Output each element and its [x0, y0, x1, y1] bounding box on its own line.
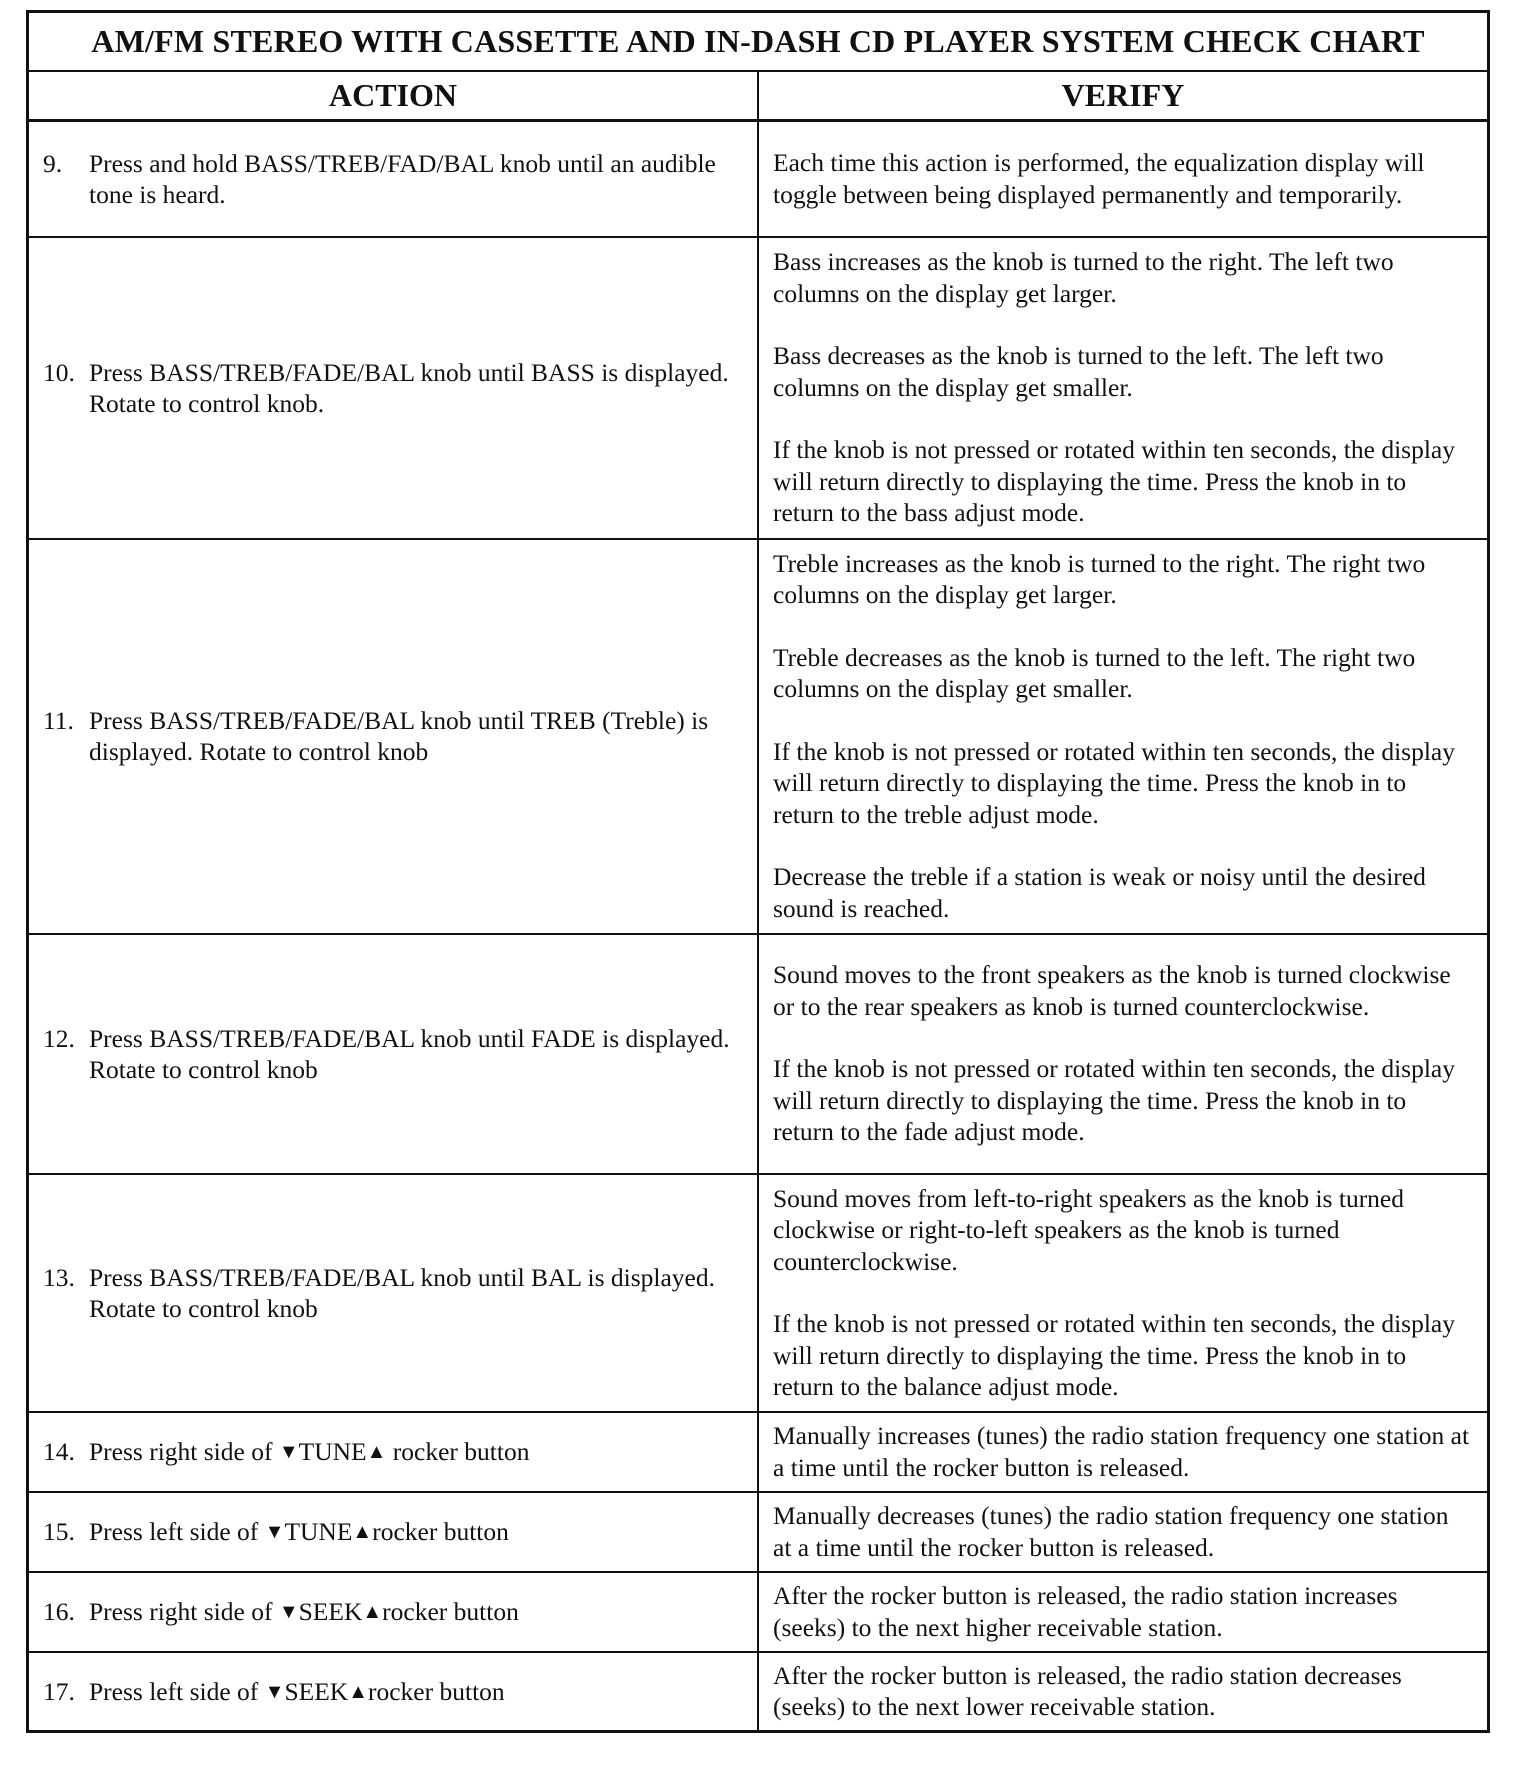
table-row — [28, 121, 1489, 237]
verify-text: Treble increases as the knob is turned to the right. The right two columns on the display get larger. — [773, 548, 1426, 610]
up-triangle-icon: ▲ — [366, 1441, 387, 1463]
step-number: 16. — [43, 1597, 75, 1626]
verify-text: Decrease the treble if a station is weak or noisy until the desired sound is reached. — [773, 862, 1426, 923]
verify-text: If the knob is not pressed or rotated within ten seconds, the display will return directly to displaying the time. Press the knob in to return to the treble adjust mode. — [773, 736, 1455, 829]
action-column-header: ACTION — [28, 71, 759, 121]
verify-text: Bass decreases as the knob is turned to the left. The left two columns on the display get smaller. — [773, 341, 1384, 402]
system-check-chart — [26, 10, 1490, 1733]
action-text — [89, 1516, 739, 1547]
verify-text: If the knob is not pressed or rotated within ten seconds, the display will return directly to displaying the time. Press the knob in to return to the balance adjust mode. — [773, 1309, 1455, 1401]
verify-text: Manually increases (tunes) the radio station frequency one station at a time until the rocker button is released. — [773, 1421, 1470, 1482]
verify-text: After the rocker button is released, the radio station decreases (seeks) to the next lower receivable station. — [773, 1660, 1402, 1722]
button-label: SEEK — [284, 1676, 349, 1706]
down-triangle-icon: ▼ — [278, 1441, 299, 1463]
table-row — [28, 539, 1489, 934]
verify-text: Sound moves from left-to-right speakers as the knob is turned clockwise or right-to-left speakers as the knob is turned counterclockwise. — [773, 1183, 1405, 1276]
action-text-start: Press right side of — [89, 1597, 279, 1626]
action-text-start: Press right side of — [89, 1437, 279, 1466]
action-text-end: rocker button — [382, 1597, 519, 1626]
action-text-end: rocker button — [367, 1676, 505, 1706]
button-label: TUNE — [298, 1437, 367, 1466]
table-row — [28, 934, 1489, 1174]
header-row — [28, 71, 1489, 121]
up-triangle-icon: ▲ — [362, 1601, 383, 1623]
verify-cell — [758, 1174, 1489, 1412]
verify-text: Each time this action is performed, the equalization display will toggle between being displayed permanently and temporarily. — [773, 148, 1425, 209]
step-number: 9. — [43, 148, 63, 178]
action-cell — [28, 1572, 759, 1652]
table-row — [28, 1572, 1489, 1652]
step-number: 10. — [43, 357, 75, 387]
action-cell — [28, 1412, 759, 1492]
table-row — [28, 1412, 1489, 1492]
verify-cell — [758, 1572, 1489, 1652]
action-text — [89, 1596, 739, 1627]
step-number: 13. — [43, 1262, 75, 1292]
action-text-start: Press left side of — [89, 1676, 265, 1706]
action-cell — [28, 121, 759, 237]
step-number: 15. — [43, 1517, 75, 1546]
action-cell — [28, 1652, 759, 1732]
verify-cell — [758, 237, 1489, 539]
step-number: 11. — [43, 706, 74, 735]
down-triangle-icon: ▼ — [264, 1680, 285, 1703]
action-text — [89, 1676, 739, 1707]
up-triangle-icon: ▲ — [352, 1521, 373, 1543]
verify-cell — [758, 1492, 1489, 1572]
verify-cell — [758, 1652, 1489, 1732]
down-triangle-icon: ▼ — [278, 1601, 299, 1623]
action-text: Press BASS/TREB/FADE/BAL knob until TREB (Treble) is displayed. Rotate to control knob — [89, 706, 709, 766]
table-row — [28, 237, 1489, 539]
down-triangle-icon: ▼ — [264, 1521, 285, 1543]
action-cell — [28, 539, 759, 934]
action-text — [89, 1436, 739, 1467]
verify-text: Sound moves to the front speakers as the knob is turned clockwise or to the rear speakers as knob is turned counterclockwise. — [773, 960, 1451, 1021]
table-row — [28, 1652, 1489, 1732]
verify-cell — [758, 1412, 1489, 1492]
table-row — [28, 1492, 1489, 1572]
verify-cell — [758, 539, 1489, 934]
step-number: 14. — [43, 1437, 75, 1466]
verify-cell — [758, 934, 1489, 1174]
action-cell — [28, 1174, 759, 1412]
verify-text: If the knob is not pressed or rotated within ten seconds, the display will return directly to displaying the time. Press the knob in to return to the fade adjust mode. — [773, 1054, 1455, 1147]
action-text: Press and hold BASS/TREB/FAD/BAL knob until an audible tone is heard. — [89, 148, 716, 209]
verify-text: If the knob is not pressed or rotated within ten seconds, the display will return directly to displaying the time. Press the knob in to return to the bass adjust mode. — [773, 435, 1455, 528]
action-text-end: rocker button — [386, 1437, 530, 1466]
button-label: SEEK — [298, 1597, 363, 1626]
verify-cell — [758, 121, 1489, 237]
verify-column-header: VERIFY — [758, 71, 1489, 121]
button-label: TUNE — [284, 1517, 353, 1546]
step-number: 12. — [43, 1023, 75, 1053]
title-row — [28, 12, 1489, 72]
step-number: 17. — [43, 1676, 75, 1706]
action-text-end: rocker button — [372, 1517, 509, 1546]
action-text: Press BASS/TREB/FADE/BAL knob until BASS is displayed. Rotate to control knob. — [89, 357, 729, 418]
action-cell — [28, 237, 759, 539]
verify-text: Treble decreases as the knob is turned to the left. The right two columns on the display get smaller. — [773, 642, 1416, 704]
action-text: Press BASS/TREB/FADE/BAL knob until FADE is displayed. Rotate to control knob — [89, 1023, 730, 1084]
table-row — [28, 1174, 1489, 1412]
verify-text: Manually decreases (tunes) the radio station frequency one station at a time until the rocker button is released. — [773, 1501, 1449, 1562]
verify-text: After the rocker button is released, the radio station increases (seeks) to the next higher receivable station. — [773, 1581, 1398, 1642]
chart-title: AM/FM STEREO WITH CASSETTE AND IN-DASH CD PLAYER SYSTEM CHECK CHART — [28, 12, 1489, 72]
verify-text: Bass increases as the knob is turned to the right. The left two columns on the display get larger. — [773, 247, 1394, 308]
up-triangle-icon: ▲ — [348, 1680, 368, 1703]
action-cell — [28, 934, 759, 1174]
action-text-start: Press left side of — [89, 1517, 265, 1546]
action-text: Press BASS/TREB/FADE/BAL knob until BAL is displayed. Rotate to control knob — [89, 1262, 715, 1323]
action-cell — [28, 1492, 759, 1572]
